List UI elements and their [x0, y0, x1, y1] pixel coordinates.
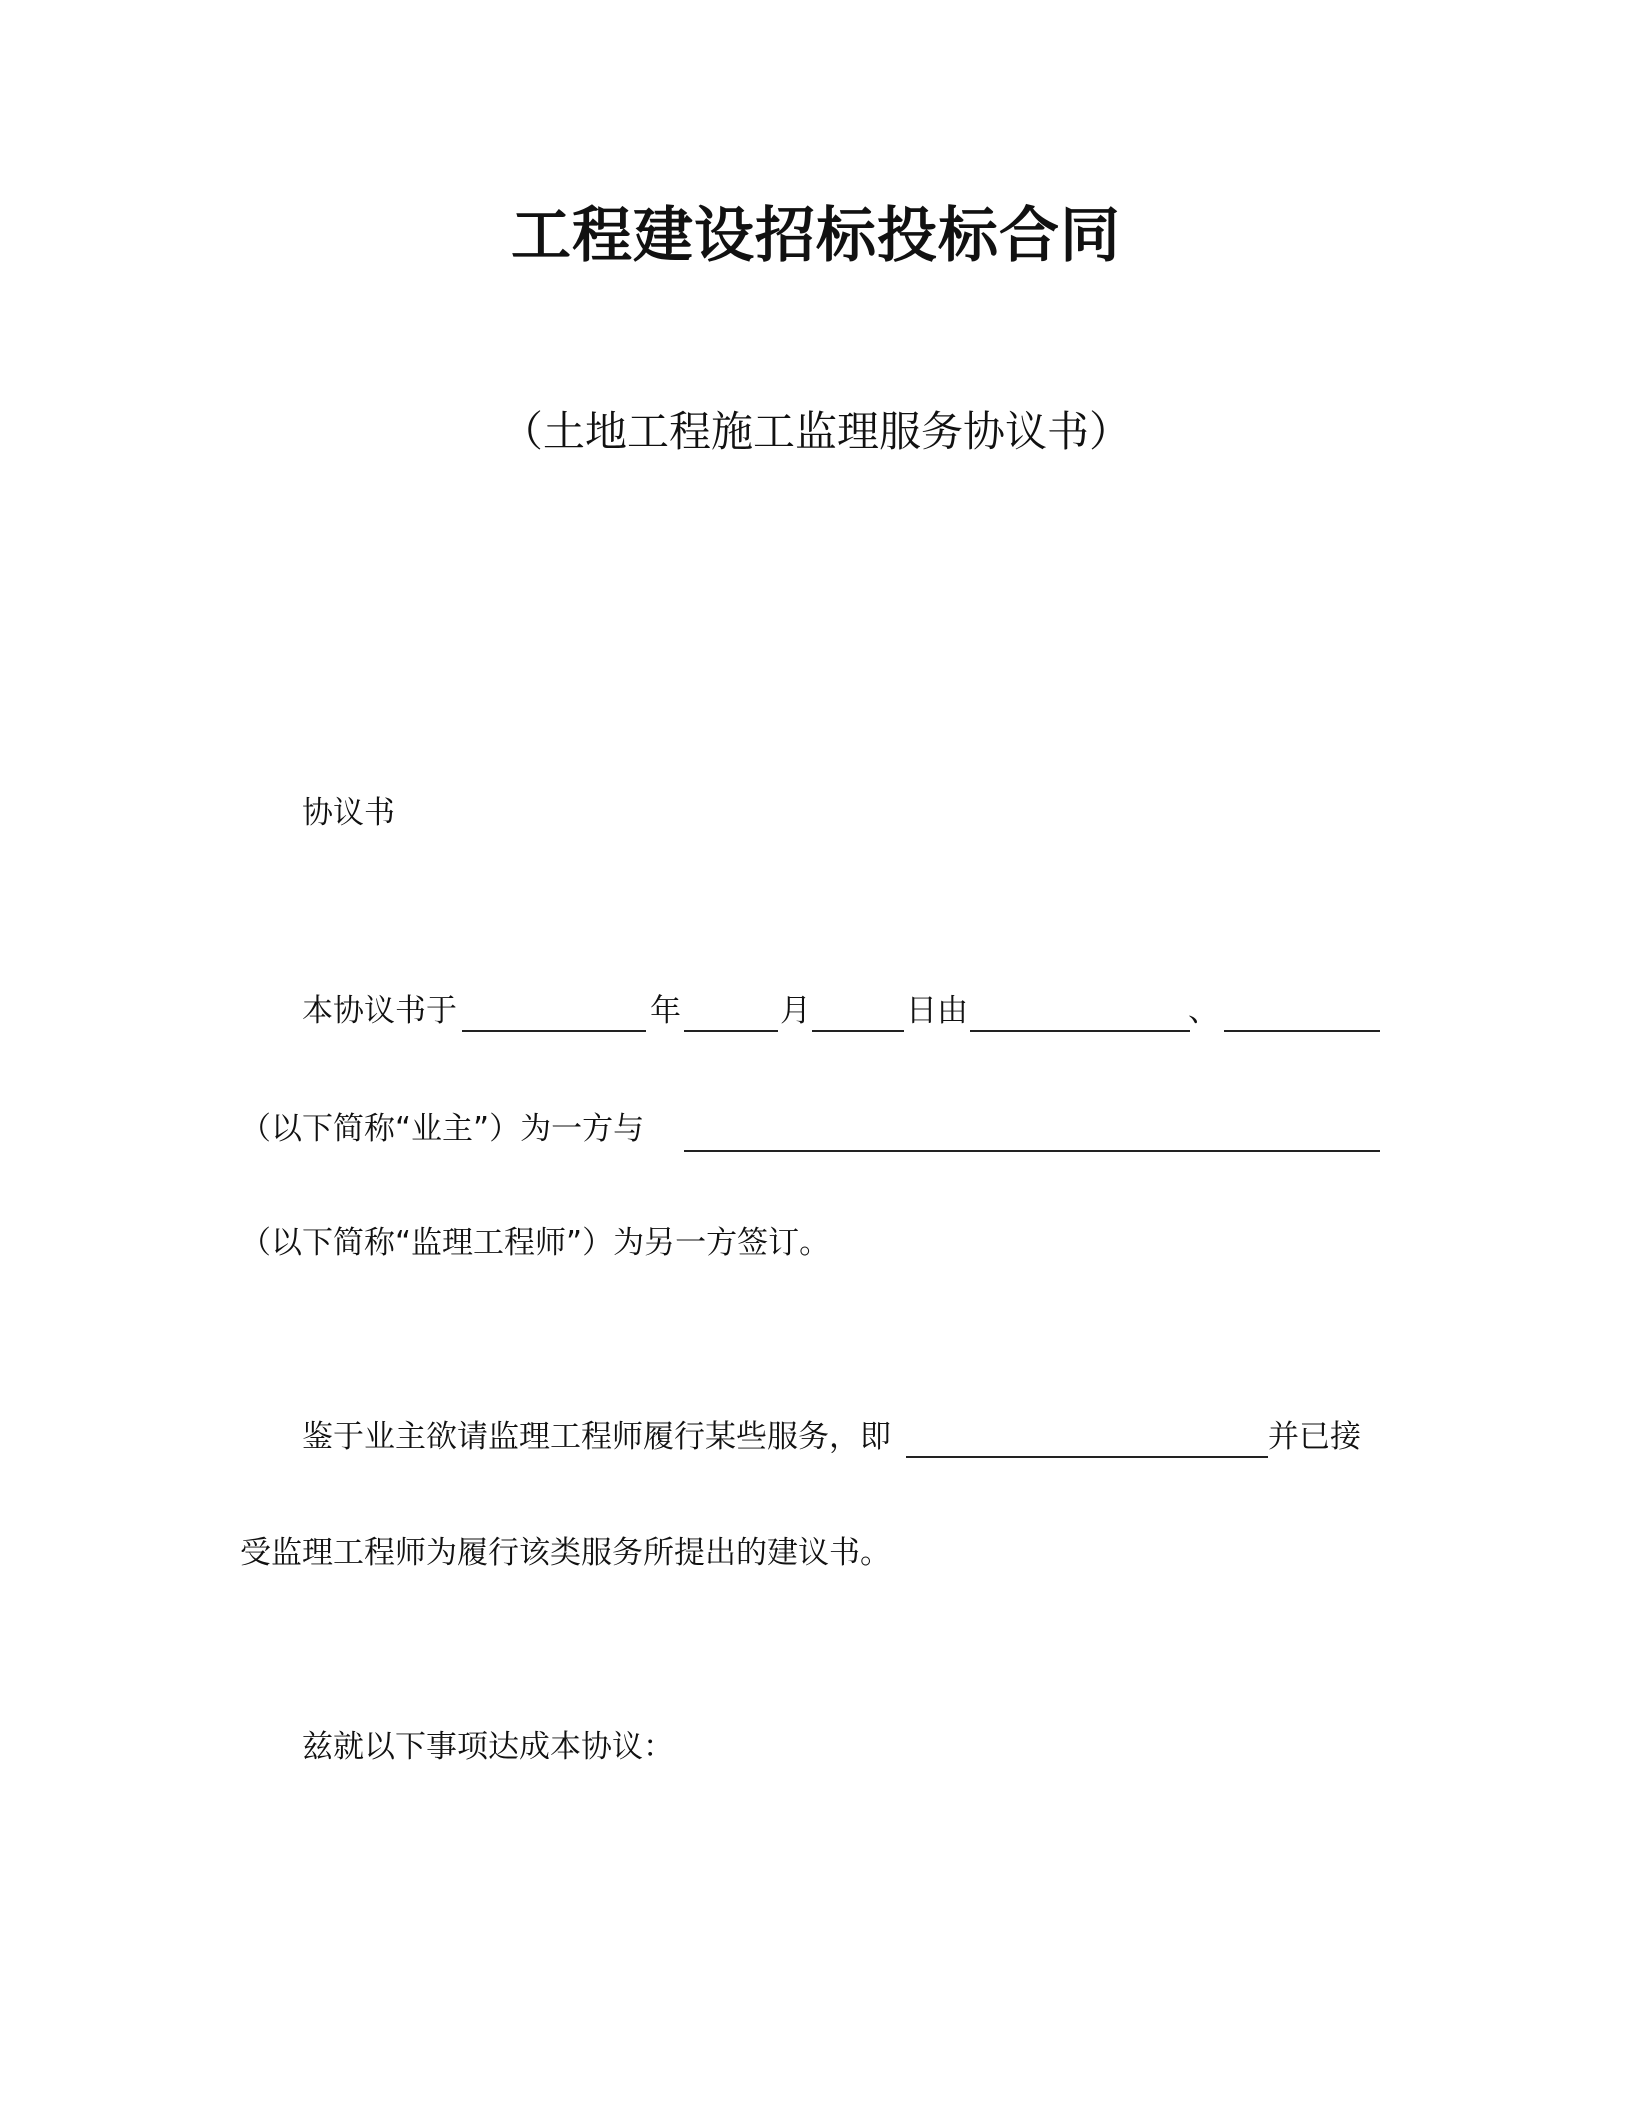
para3-text: 兹就以下事项达成本协议：	[302, 1729, 674, 1765]
para1-text-day: 日由	[906, 993, 968, 1029]
para2-text-1: 鉴于业主欲请监理工程师履行某些服务，即	[302, 1419, 891, 1455]
para1-text-1: 本协议书于	[302, 993, 457, 1029]
blank-month	[684, 1030, 778, 1032]
document-title: 工程建设招标投标合同	[511, 201, 1121, 271]
document-subtitle: （土地工程施工监理服务协议书）	[500, 407, 1131, 456]
para1-line2-text: （以下简称“业主”）为一方与	[240, 1111, 645, 1147]
blank-day	[812, 1030, 904, 1032]
blank-party-b	[684, 1150, 1380, 1152]
para1-text-comma: 、	[1188, 993, 1219, 1029]
blank-party-a	[970, 1030, 1190, 1032]
blank-services	[906, 1456, 1268, 1458]
blank-year	[462, 1030, 646, 1032]
section-heading: 协议书	[302, 795, 395, 831]
para1-line3-text: （以下简称“监理工程师”）为另一方签订。	[240, 1225, 831, 1261]
para1-text-month: 月	[780, 993, 811, 1029]
para1-text-year: 年	[650, 993, 681, 1029]
blank-party-a-2	[1224, 1030, 1380, 1032]
para2-line2-text: 受监理工程师为履行该类服务所提出的建议书。	[240, 1535, 891, 1571]
para2-text-2: 并已接	[1268, 1419, 1361, 1455]
